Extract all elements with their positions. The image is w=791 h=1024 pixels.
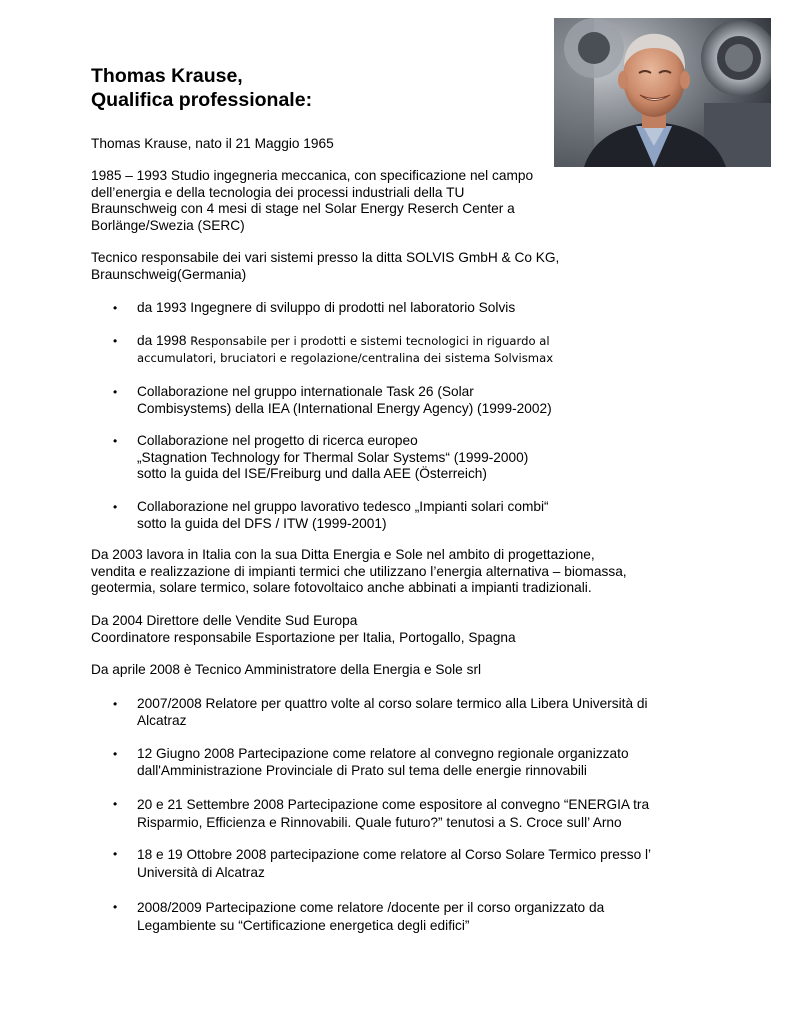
title-name: Thomas Krause, [91, 65, 243, 87]
title-subtitle: Qualifica professionale: [91, 89, 313, 111]
director-paragraph: Da 2004 Direttore delle Vendite Sud Europa Coordinatore responsabile Esportazione per Italia, Portogallo, Spagna [91, 613, 516, 645]
bullet-icon: • [113, 847, 118, 861]
bullet-icon: • [113, 697, 118, 711]
job-paragraph: Tecnico responsabile dei vari sistemi presso la ditta SOLVIS GmbH & Co KG, Braunschweig(Germania) [91, 250, 560, 282]
bullet-icon: • [113, 385, 118, 399]
bullet-icon: • [113, 434, 118, 448]
bullet-icon: • [113, 500, 118, 514]
bullet-icon: • [113, 334, 118, 348]
bullet-icon: • [113, 747, 118, 761]
document-title [91, 64, 531, 112]
admin-paragraph: Da aprile 2008 è Tecnico Amministratore della Energia e Sole srl [91, 662, 482, 677]
birth-info: Thomas Krause, nato il 21 Maggio 1965 [91, 136, 334, 151]
bullet-icon: • [113, 900, 118, 914]
portrait-photo-graphic [554, 18, 771, 167]
portrait-photo [554, 18, 771, 167]
italy-paragraph: Da 2003 lavora in Italia con la sua Ditta Energia e Sole nel ambito di progettazione, vendita e realizzazione di impianti termici che utilizzano l’energia alternativa – biomassa, geotermia, solare termico, solare fotovoltaico anche abbinati a impianti tradizionali. [91, 547, 627, 596]
document-page: Thomas Krause, Qualifica professionale: Thomas Krause, nato il 21 Maggio 1965 1985 – 1993 Studio ingegneria meccanica, con specificazione nel campo dell’energia e della tecnologia dei processi industriali della TU Braunschweig con 4 mesi di stage nel Solar Energy Reserch Center a Borlänge/Swezia (SERC) Tecnico responsabile dei vari sistemi presso la ditta SOLVIS GmbH & Co KG, Braunschweig(Germania) • da 1993 Ingegnere di sviluppo di prodotti nel laboratorio Solvis • da 1998 Responsabile per i prodotti e sistemi tecnologici in riguardo al accumulatori, bruciatori e regolazione/centralina dei sistema Solvismax • Collaborazione nel gruppo internationale Task 26 (Solar Combisystems) della IEA (International Energy Agency) (1999-2002) • Collaborazione nel progetto di ricerca europeo „Stagnation Technology for Thermal Solar Systems“ (1999-2000) sotto la guida del ISE/Freiburg und dalla AEE (Österreich) • Collaborazione nel gruppo lavorativo tedesco „Impianti solari combi“ sotto la guida del DFS / ITW (1999-2001) Da 2003 lavora in Italia con la sua Ditta Energia e Sole nel ambito di progettazione, vendita e realizzazione di impianti termici che utilizzano l’energia alternativa – biomassa, geotermia, solare termico, solare fotovoltaico anche abbinati a impianti tradizionali. Da 2004 Direttore delle Vendite Sud Europa Coordinatore responsabile Esportazione per Italia, Portogallo, Spagna Da aprile 2008 è Tecnico Amministratore della Energia e Sole srl • 2007/2008 Relatore per quattro volte al corso solare termico alla Libera Università di Alcatraz • 12 Giugno 2008 Partecipazione come relatore al convegno regionale organizzato dall'Amministrazione Provinciale di Prato sul tema delle energie rinnovabili • 20 e 21 Settembre 2008 Partecipazione come espositore al convegno “ENERGIA tra Risparmio, Efficienza e Rinnovabili. Quale futuro?” tenutosi a S. Croce sull’ Arno • 18 e 19 Ottobre 2008 partecipazione come relatore al Corso Solare Termico presso l’ Università di Alcatraz • 2008/2009 Partecipazione come relatore /docente per il corso organizzato da Legambiente su “Certificazione energetica degli edifici” [0, 0, 791, 1024]
bullet-icon: • [113, 797, 118, 811]
bullet-icon: • [113, 301, 118, 315]
education-paragraph: 1985 – 1993 Studio ingegneria meccanica, con specificazione nel campo dell’energia e della tecnologia dei processi industriali della TU Braunschweig con 4 mesi di stage nel Solar Energy Reserch Center a Borlänge/Swezia (SERC) [91, 168, 534, 233]
